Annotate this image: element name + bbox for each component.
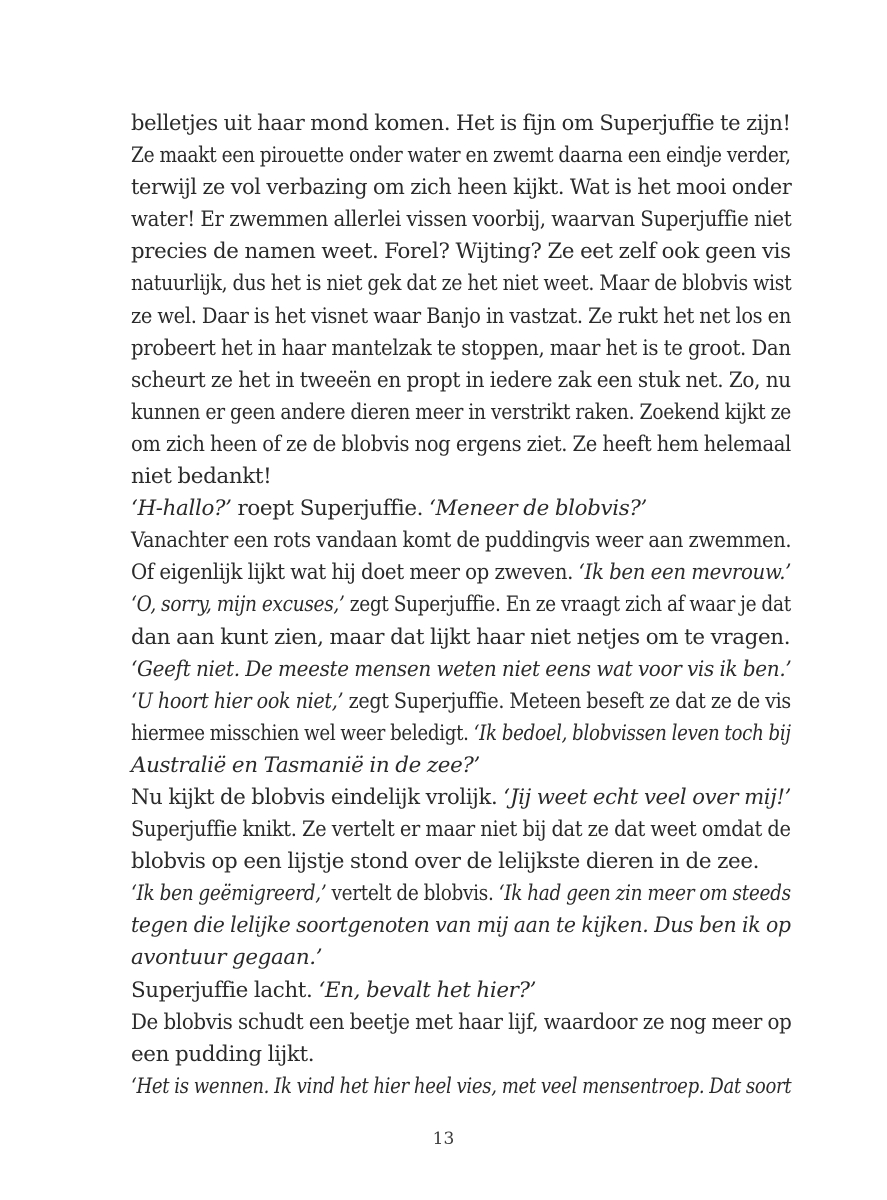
- dialogue-text: ‘Meneer de blobvis?’: [429, 496, 647, 522]
- dialogue-text: ‘Ik ben een mevrouw.’: [578, 560, 792, 586]
- narration-text: Superjuffie lacht.: [131, 977, 319, 1003]
- narration-text: een pudding lijkt.: [131, 1041, 315, 1067]
- narration-text: belletjes uit haar mond komen. Het is fijn om Superjuffie te zijn!: [131, 111, 791, 136]
- text-line: [131, 814, 791, 846]
- text-line: [131, 236, 791, 268]
- text-line: [131, 686, 791, 718]
- text-line: [131, 268, 792, 300]
- dialogue-text: ‘O, sorry, mijn excuses,’: [131, 592, 345, 618]
- text-line: [131, 846, 791, 878]
- dialogue-text: avontuur gegaan.’: [131, 945, 323, 971]
- narration-text: Ze maakt een pirouette onder water en zwemt daarna een eindje verder,: [131, 143, 791, 169]
- dialogue-text: Australië en Tasmanië in de zee?’: [131, 752, 480, 778]
- text-line: [131, 1039, 791, 1071]
- narration-text: zegt Superjuffie. Meteen beseft ze dat ze de vis: [343, 688, 791, 714]
- body-text: [131, 108, 791, 1103]
- page-number: 13: [432, 1129, 455, 1149]
- text-line: [131, 429, 791, 461]
- text-line: [131, 975, 791, 1007]
- narration-text: roept Superjuffie.: [231, 496, 430, 522]
- narration-text: water! Er zwemmen allerlei vissen voorbij, waarvan Superjuffie niet: [131, 207, 792, 233]
- narration-text: blobvis op een lijstje stond over de lelijkste dieren in de zee.: [131, 849, 760, 875]
- narration-text: zegt Superjuffie. En ze vraagt zich af waar je dat: [344, 592, 791, 618]
- narration-text: natuurlijk, dus het is niet gek dat ze het niet weet. Maar de blobvis wist: [131, 271, 792, 297]
- narration-text: niet bedankt!: [131, 464, 272, 490]
- dialogue-text: ‘Geeft niet. De meeste mensen weten niet eens wat voor vis ik ben.’: [131, 656, 792, 682]
- text-line: [131, 461, 791, 493]
- narration-text: om zich heen of ze de blobvis nog ergens ziet. Ze heeft hem helemaal: [131, 431, 791, 457]
- dialogue-text: ‘Ik bedoel, blobvissen leven toch bij: [473, 720, 791, 746]
- text-line: [131, 750, 791, 782]
- narration-text: Superjuffie knikt. Ze vertelt er maar niet bij dat ze dat weet omdat de: [131, 817, 791, 843]
- dialogue-text: ‘Jij weet echt veel over mij!’: [503, 784, 791, 810]
- narration-text: ze wel. Daar is het visnet waar Banjo in vastzat. Ze rukt het net los en: [131, 303, 791, 329]
- text-line: [131, 108, 791, 140]
- text-line: [131, 1071, 792, 1103]
- dialogue-text: tegen die lelijke soortgenoten van mij aan te kijken. Dus ben ik op: [131, 913, 791, 939]
- text-line: [131, 204, 792, 236]
- text-line: [131, 589, 791, 621]
- text-line: [131, 301, 791, 333]
- text-line: [131, 942, 791, 974]
- narration-text: probeert het in haar mantelzak te stoppen, maar het is te groot. Dan: [131, 335, 791, 361]
- narration-text: terwijl ze vol verbazing om zich heen kijkt. Wat is het mooi onder: [131, 175, 792, 201]
- narration-text: De blobvis schudt een beetje met haar lijf, waardoor ze nog meer op: [131, 1009, 792, 1035]
- text-line: [131, 1007, 792, 1039]
- text-line: [131, 622, 791, 654]
- narration-text: scheurt ze het in tweeën en propt in iedere zak een stuk net. Zo, nu: [131, 367, 791, 393]
- text-line: [131, 140, 791, 172]
- dialogue-text: ‘H-hallo?’: [131, 496, 232, 522]
- text-line: [131, 397, 791, 429]
- dialogue-text: ‘En, bevalt het hier?’: [318, 977, 537, 1003]
- narration-text: Of eigenlijk lijkt wat hij doet meer op zweven.: [131, 560, 579, 586]
- narration-text: Nu kijkt de blobvis eindelijk vrolijk.: [131, 784, 504, 810]
- narration-text: kunnen er geen andere dieren meer in verstrikt raken. Zoekend kijkt ze: [131, 399, 791, 425]
- narration-text: Vanachter een rots vandaan komt de puddingvis weer aan zwemmen.: [131, 528, 792, 554]
- narration-text: vertelt de blobvis.: [326, 881, 499, 907]
- text-line: [131, 172, 792, 204]
- text-line: [131, 910, 791, 942]
- text-line: [131, 333, 791, 365]
- dialogue-text: ‘Ik had geen zin meer om steeds: [498, 881, 791, 907]
- narration-text: precies de namen weet. Forel? Wijting? Ze eet zelf ook geen vis: [131, 239, 791, 265]
- text-line: [131, 365, 791, 397]
- dialogue-text: ‘U hoort hier ook niet,’: [131, 688, 344, 714]
- narration-text: dan aan kunt zien, maar dat lijkt haar niet netjes om te vragen.: [131, 624, 791, 650]
- text-line: [131, 782, 791, 814]
- dialogue-text: ‘Het is wennen. Ik vind het hier heel vies, met veel mensentroep. Dat soort: [131, 1073, 792, 1099]
- text-line: [131, 557, 792, 589]
- text-line: [131, 878, 791, 910]
- narration-text: hiermee misschien wel weer beledigt.: [131, 720, 474, 746]
- text-line: [131, 718, 791, 750]
- text-line: [131, 525, 792, 557]
- text-line: [131, 493, 791, 525]
- text-line: [131, 654, 792, 686]
- dialogue-text: ‘Ik ben geëmigreerd,’: [131, 881, 327, 907]
